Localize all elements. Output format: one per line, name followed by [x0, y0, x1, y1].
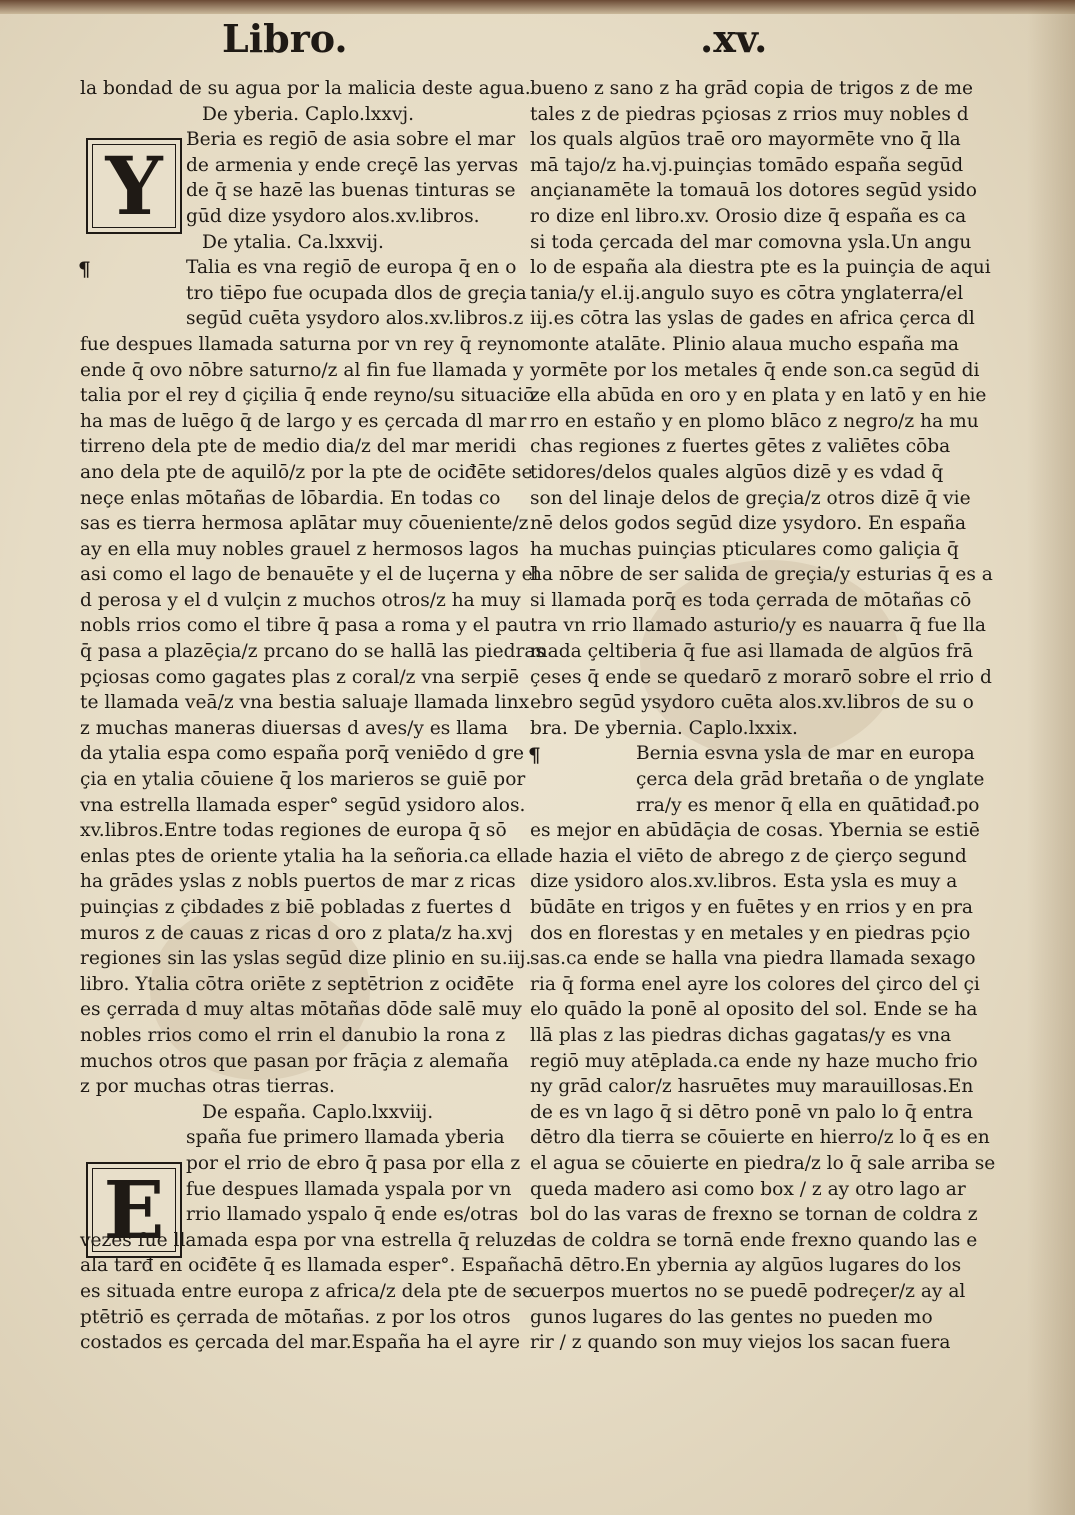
text-line: da ytalia espa como españa porq̄ veniēdo d gre — [80, 743, 524, 765]
text-line: Beria es regiō de asia sobre el mar — [186, 129, 516, 151]
text-line-content: Bernia esvna ysla de mar en europa — [636, 743, 975, 765]
text-line: rir / z quando son muy viejos los sacan fuera — [530, 1332, 951, 1354]
text-line: rra/y es menor q̄ ella en quātidađ.po — [636, 794, 980, 816]
decorated-initial: Y — [86, 138, 182, 234]
text-line: tania/y el.ij.angulo suyo es cōtra ynglaterra/el — [530, 282, 964, 304]
text-line: libro. Ytalia cōtra oriēte z septētrion z ociđēte — [80, 973, 515, 995]
text-line: ançianamēte la tomauā los dotores segūd ysido — [530, 180, 977, 202]
text-line: el agua se cōuierte en piedra/z lo q̄ sale arriba se — [530, 1152, 996, 1174]
text-line: z por muchas otras tierras. — [80, 1076, 335, 1098]
text-line: vezes fue llamada espa por vna estrella q̄ reluze — [80, 1229, 535, 1251]
text-line: sas es tierra hermosa aplātar muy cōueniente/z — [80, 513, 529, 535]
text-line: fue despues llamada yspala por vn — [186, 1178, 512, 1200]
text-line: es çerrada d muy altas mōtañas dōde salē muy — [80, 999, 522, 1021]
chapter-heading: De yberia. Caplo.lxxvj. — [202, 103, 415, 125]
text-line: por el rrio de ebro q̄ pasa por ella z — [186, 1152, 521, 1174]
text-line: talia por el rey d çiçilia q̄ ende reyno/su situaciō — [80, 385, 535, 407]
text-line: nē delos godos segūd dize ysydoro. En españa — [530, 513, 967, 535]
text-line: cuerpos muertos no se puedē podreçer/z ay al — [530, 1280, 966, 1302]
text-line: tro tiēpo fue ocupada dlos de greçia — [186, 282, 527, 304]
text-line: ze ella abūda en oro y en plata y en latō y en hie — [530, 385, 987, 407]
text-line: de es vn lago q̄ si dētro ponē vn palo lo q̄ entra — [530, 1101, 973, 1123]
text-line: de armenia y ende creçē las yervas — [186, 154, 519, 176]
text-line: ptētriō es çerrada de mōtañas. z por los otros — [80, 1306, 511, 1328]
text-line: tales z de piedras pçiosas z rrios muy nobles d — [530, 103, 969, 125]
text-line: yormēte por los metales q̄ ende son.ca segūd di — [530, 359, 980, 381]
text-line: ro dize enl libro.xv. Orosio dize q̄ españa es ca — [530, 205, 967, 227]
text-line: si toda çercada del mar comovna ysla.Un angu — [530, 231, 972, 253]
running-head-left: Libro. — [222, 16, 348, 61]
chapter-heading: bra. De ybernia. Caplo.lxxix. — [530, 717, 798, 739]
text-line: xv.libros.Entre todas regiones de europa q̄ sō — [80, 820, 507, 842]
text-line: lo de españa ala diestra pte es la puinçia de aqui — [530, 257, 991, 279]
text-line: dētro dla tierra se cōuierte en hierro/z lo q̄ es en — [530, 1127, 990, 1149]
text-line: es mejor en abūdāçia de cosas. Ybernia se estiē — [530, 820, 980, 842]
text-line: ny grād calor/z hasruētes muy marauillosas.En — [530, 1076, 974, 1098]
text-line: d perosa y el d vulçin z muchos otros/z ha muy — [80, 589, 521, 611]
text-line: neçe enlas mōtañas de lōbardia. En todas co — [80, 487, 501, 509]
text-line: ano dela pte de aquilō/z por la pte de ociđēte se — [80, 461, 533, 483]
text-line: regiones sin las yslas segūd dize plinio en su.iij. — [80, 948, 532, 970]
text-line: ebro segūd ysydoro cuēta alos.xv.libros de su o — [530, 692, 974, 714]
text-line: spaña fue primero llamada yberia — [186, 1127, 505, 1149]
text-line: llā plas z las piedras dichas gagatas/y es vna — [530, 1024, 952, 1046]
text-line: te llamada veā/z vna bestia saluaje llamada linx — [80, 692, 530, 714]
text-line: puinçias z çibdades z biē pobladas z fuertes d — [80, 897, 512, 918]
text-line: regiō muy atēplada.ca ende ny haze mucho frio — [530, 1050, 978, 1072]
text-line: dos en florestas y en metales y en piedras pçio — [530, 922, 971, 944]
paragraph-mark: ¶ — [528, 743, 541, 768]
text-line: ala tarđ en ociđēte q̄ es llamada esper°. España — [80, 1255, 531, 1277]
text-line — [80, 255, 520, 281]
text-line: de q̄ se hazē las buenas tinturas se — [186, 180, 516, 202]
text-line: z muchas maneras diuersas d aves/y es llama — [80, 717, 508, 739]
text-line: rrio llamado yspalo q̄ ende es/otras — [186, 1204, 519, 1226]
chapter-heading: De ytalia. Ca.lxxvij. — [202, 231, 384, 253]
text-line: iij.es cōtra las yslas de gades en africa çerca dl — [530, 308, 975, 330]
text-line: los quals algūos traē oro mayormēte vno q̄ lla — [530, 129, 961, 151]
paragraph-mark: ¶ — [78, 257, 91, 282]
text-line: dize ysidoro alos.xv.libros. Esta ysla es muy a — [530, 871, 958, 893]
text-line: bol do las varas de frexno se tornan de coldra z — [530, 1204, 978, 1226]
text-line: las de coldra se tornā ende frexno quando las e — [530, 1229, 978, 1251]
text-line: chas regiones z fuertes gētes z valiētes cōba — [530, 436, 951, 458]
text-line: çia en ytalia cōuiene q̄ los marieros se guiē por — [80, 769, 526, 791]
text-line: ay en ella muy nobles grauel z hermosos lagos — [80, 538, 519, 560]
text-line: pçiosas como gagates plas z coral/z vna serpiē — [80, 666, 520, 688]
text-line: ha nōbre de ser salida de greçia/y esturias q̄ es a — [530, 564, 993, 586]
text-line: būdāte en trigos y en fuētes y en rrios y en pra — [530, 897, 973, 918]
text-line: gunos lugares do las gentes no pueden mo — [530, 1306, 933, 1328]
text-line: chā dētro.En ybernia ay algūos lugares do los — [530, 1255, 962, 1277]
right-text-column — [528, 76, 996, 1356]
text-line: queda madero asi como box / z ay otro lago ar — [530, 1178, 966, 1200]
text-line: la bondad de su agua por la malicia deste agua. — [80, 78, 531, 99]
text-line: ende q̄ ovo nōbre saturno/z al fin fue llamada y — [80, 359, 524, 381]
text-line: si llamada porq̄ es toda çerrada de mōtañas cō — [530, 589, 972, 611]
text-line: tirreno dela pte de medio dia/z del mar meridi — [80, 436, 517, 458]
text-line: nobls rrios como el tibre q̄ pasa a roma y el pau — [80, 615, 531, 637]
text-line: elo quādo la ponē al oposito del sol. Ende se ha — [530, 999, 978, 1021]
text-line: vna estrella llamada esper° segūd ysidoro alos. — [80, 794, 526, 816]
text-line: costados es çercada del mar.España ha el ayre — [80, 1332, 521, 1354]
text-line: sas.ca ende se halla vna piedra llamada sexago — [530, 948, 976, 970]
text-line: bueno z sano z ha grād copia de trigos z de me — [530, 78, 974, 99]
text-line: asi como el lago de benauēte y el de luçerna y el — [80, 564, 539, 586]
text-line: mada çeltiberia q̄ fue asi llamada de algūos frā — [530, 641, 974, 663]
text-line: mā tajo/z ha.vj.puinçias tomādo españa segūd — [530, 154, 964, 176]
text-line: segūd cuēta ysydoro alos.xv.libros.z — [186, 308, 524, 330]
text-line: enlas ptes de oriente ytalia ha la señoria.ca ella — [80, 845, 531, 867]
text-line: çerca dela grād bretaña o de ynglate — [636, 769, 985, 791]
text-line: es situada entre europa z africa/z dela pte de se — [80, 1280, 534, 1302]
text-line: tidores/delos quales algūos dizē y es vdad q̄ — [530, 461, 944, 483]
text-line: çeses q̄ ende se quedarō z morarō sobre el rrio d — [530, 666, 992, 688]
text-line — [528, 741, 975, 768]
text-line: son del linaje delos de greçia/z otros dizē q̄ vie — [530, 487, 971, 509]
text-line: fue despues llamada saturna por vn rey q̄ reyno — [80, 333, 532, 355]
text-line: muros z de cauas z ricas d oro z plata/z ha.xvj — [80, 922, 514, 944]
text-line: q̄ pasa a plazēçia/z prcano do se hallā las piedras — [80, 641, 546, 663]
folio-number: .xv. — [700, 16, 768, 61]
text-line: rro en estaño y en plomo blāco z negro/z ha mu — [530, 410, 979, 432]
text-line: gūd dize ysydoro alos.xv.libros. — [186, 205, 480, 227]
text-line: ha mas de luēgo q̄ de largo y es çercada dl mar — [80, 410, 527, 432]
text-line: nobles rrios como el rrin el danubio la rona z — [80, 1024, 506, 1046]
text-line-content: Talia es vna regiō de europa q̄ en o — [186, 257, 517, 279]
text-line: ha muchas puinçias pticulares como galiçia q̄ — [530, 538, 959, 560]
text-line: monte atalāte. Plinio alaua mucho españa ma — [530, 333, 959, 355]
text-line: tra vn rrio llamado asturio/y es nauarra q̄ fue lla — [530, 615, 986, 637]
text-line: de hazia el viēto de abrego z de çierço segund — [530, 845, 967, 867]
chapter-heading: De españa. Caplo.lxxviij. — [202, 1101, 434, 1123]
text-line: ha grādes yslas z nobls puertos de mar z ricas — [80, 871, 516, 893]
text-line: ria q̄ forma enel ayre los colores del çirco del çi — [530, 973, 980, 995]
left-text-column — [78, 76, 546, 1356]
text-line: muchos otros que pasan por frāçia z alemaña — [80, 1050, 509, 1072]
decorated-initial: E — [86, 1162, 182, 1258]
